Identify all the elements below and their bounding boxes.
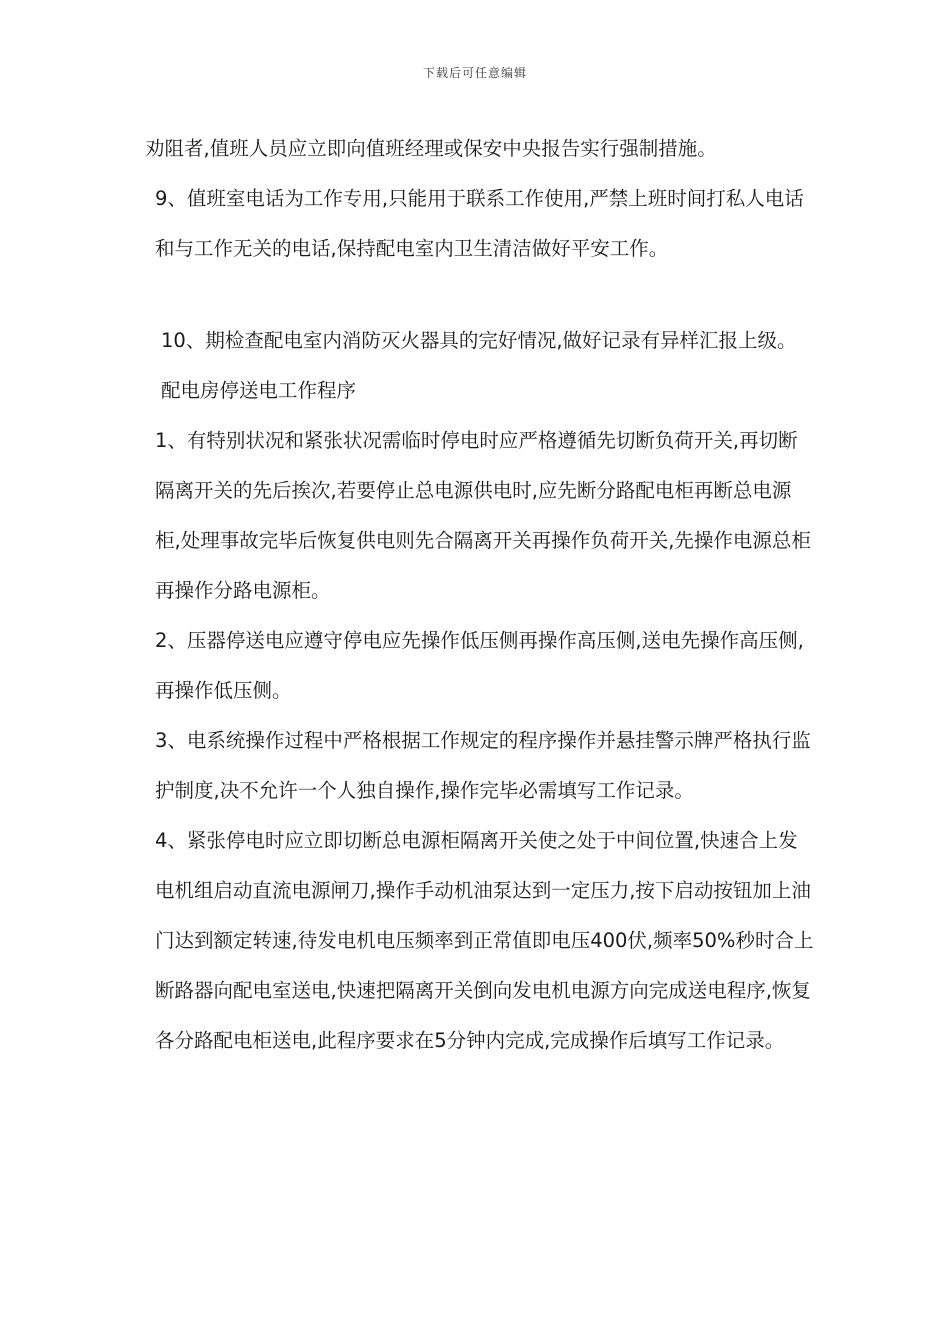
page-header: 下载后可任意编辑 <box>422 66 527 80</box>
paragraph-item-9: 9、值班室电话为工作专用,只能用于联系工作使用,严禁上班时间打私人电话和与工作无关的电话,保持配电室内卫生清洁做好平安工作。 <box>155 187 804 260</box>
paragraph-step-4: 4、紧张停电时应立即切断总电源柜隔离开关使之处于中间位置,快速合上发电机组启动直流电源闸刀,操作手动机油泵达到一定压力,按下启动按钮加上油门达到额定转速,待发电机电压频率到正常值即电压400伏,频率50%秒时合上断路器向配电室送电,快速把隔离开关倒向发电机电源方向完成送电程序,恢复各分路配电柜送电,此程序要求在5分钟内完成,完成操作后填写工作记录。 <box>155 829 814 1052</box>
paragraph-gap <box>145 274 815 316</box>
paragraph-step-1: 1、有特别状况和紧张状况需临时停电时应严格遵循先切断负荷开关,再切断隔离开关的先后挨次,若要停止总电源供电时,应先断分路配电柜再断总电源柜,处理事故完毕后恢复供电则先合隔离开关再操作负荷开关,先操作电源总柜再操作分路电源柜。 <box>155 429 811 602</box>
paragraph-step-3: 3、电系统操作过程中严格根据工作规定的程序操作并悬挂警示牌严格执行监护制度,决不允许一个人独自操作,操作完毕必需填写工作记录。 <box>155 729 811 802</box>
document-body <box>145 124 815 1066</box>
section-heading: 配电房停送电工作程序 <box>161 379 357 402</box>
paragraph-item-10: 10、期检查配电室内消防灭火器具的完好情况,做好记录有异样汇报上级。 <box>161 329 797 352</box>
paragraph-step-2: 2、压器停送电应遵守停电应先操作低压侧再操作高压侧,送电先操作高压侧,再操作低压侧。 <box>155 629 804 702</box>
paragraph-continuation: 劝阻者,值班人员应立即向值班经理或保安中央报告实行强制措施。 <box>145 137 717 160</box>
